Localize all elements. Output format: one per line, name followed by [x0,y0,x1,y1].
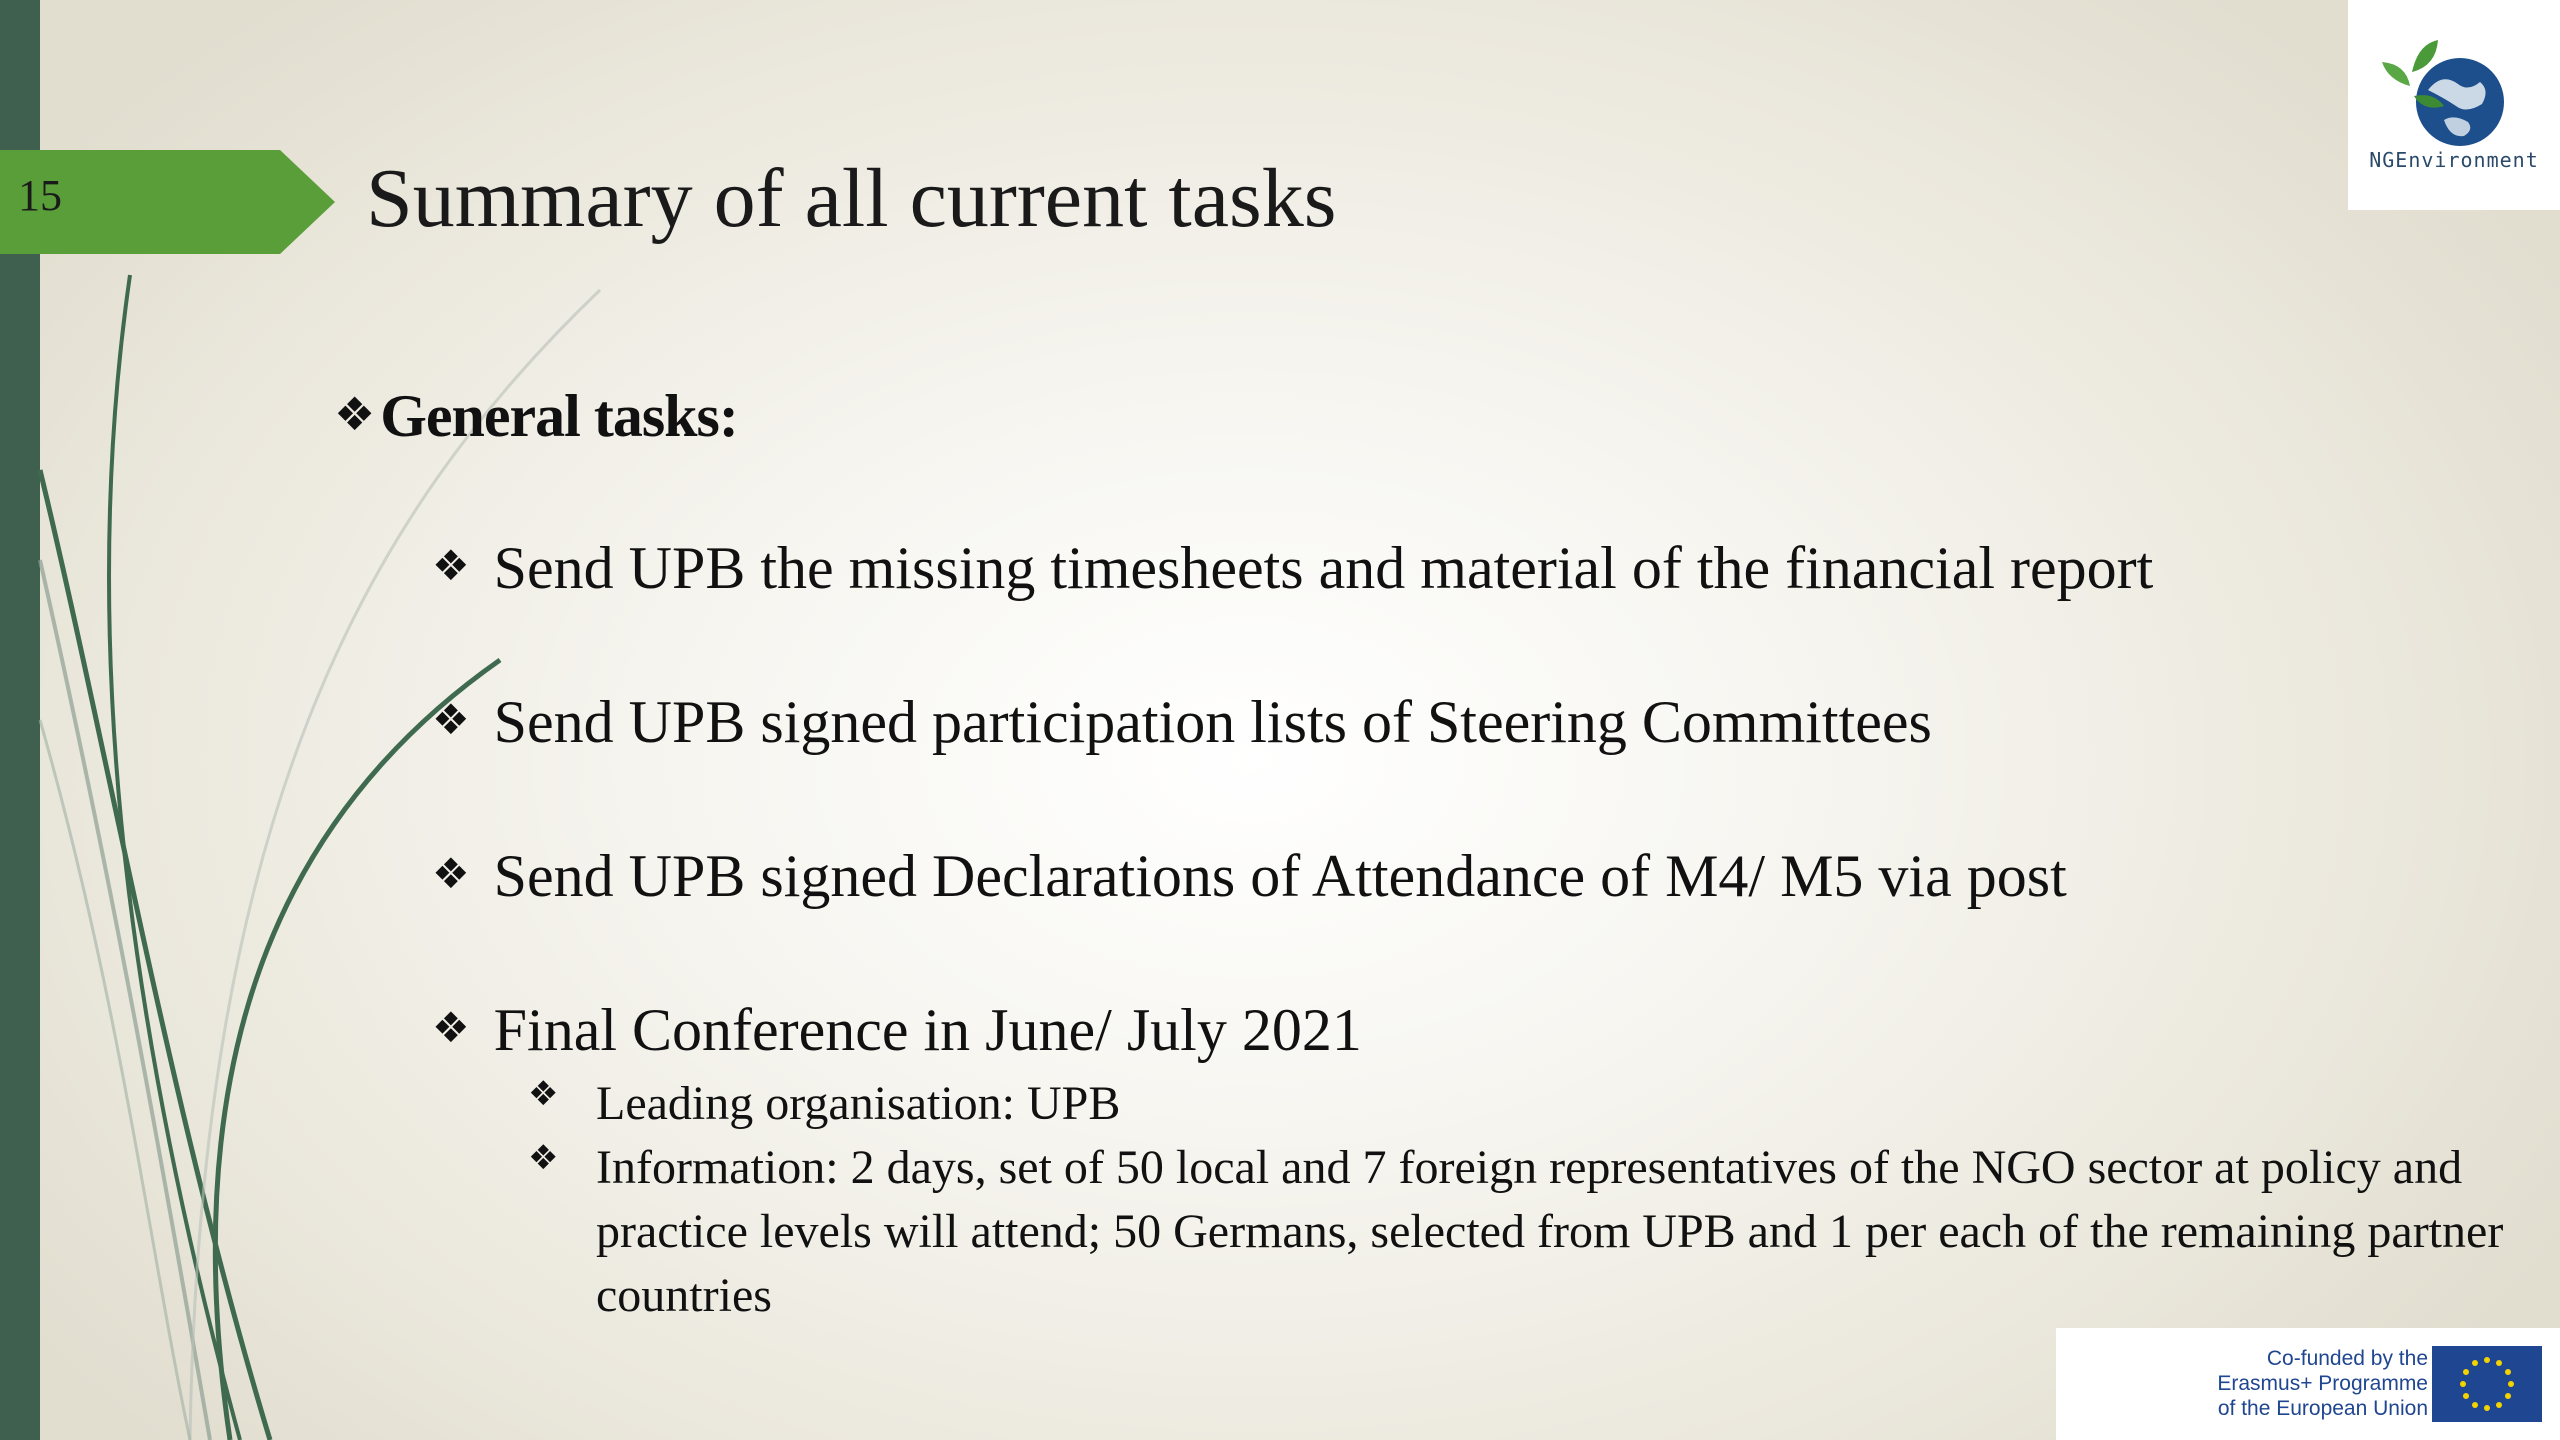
section-heading [334,382,738,451]
logo-text: NGEnvironment [2369,148,2539,172]
task-item [432,534,2153,603]
task-item-text: Send UPB signed participation lists of Steering Committees [493,689,1932,755]
bullet-icon: ❖ [432,541,470,590]
sub-bullet-icon: ❖ [528,1138,559,1178]
task-item [432,996,1362,1065]
task-item-text: Final Conference in June/ July 2021 [493,997,1362,1063]
task-item-text: Send UPB the missing timesheets and material of the financial report [493,535,2154,601]
globe-leaf-icon [2348,0,2560,150]
eu-flag-icon [2432,1346,2542,1422]
eu-cofunded-notice [2056,1328,2560,1440]
bullet-icon: ❖ [432,1003,470,1052]
sub-item-text: Leading organisation: UPB [596,1077,1121,1130]
eu-notice-line: Erasmus+ Programme [2217,1372,2428,1395]
sub-bullet-icon: ❖ [528,1074,559,1114]
bullet-icon: ❖ [432,849,470,898]
slide-number: 15 [18,171,62,220]
bullet-icon: ❖ [334,387,375,441]
eu-notice-text [2217,1346,2428,1421]
task-item [432,842,2067,911]
slide-title: Summary of all current tasks [366,152,1337,245]
task-item [432,688,1932,757]
task-item-text: Send UPB signed Declarations of Attendance of M4/ M5 via post [493,843,2067,909]
ngenvironment-logo [2348,0,2560,210]
eu-notice-line: Co-funded by the [2266,1347,2428,1370]
bullet-icon: ❖ [432,695,470,744]
section-heading-text: General tasks: [380,383,738,449]
eu-notice-line: of the European Union [2217,1397,2428,1420]
sub-item-text: Information: 2 days, set of 50 local and 7 foreign representatives of the NGO sector at policy and practice levels will attend; 50 Germans, selected from UPB and 1 per each of the remaining partner countries [596,1141,2504,1322]
